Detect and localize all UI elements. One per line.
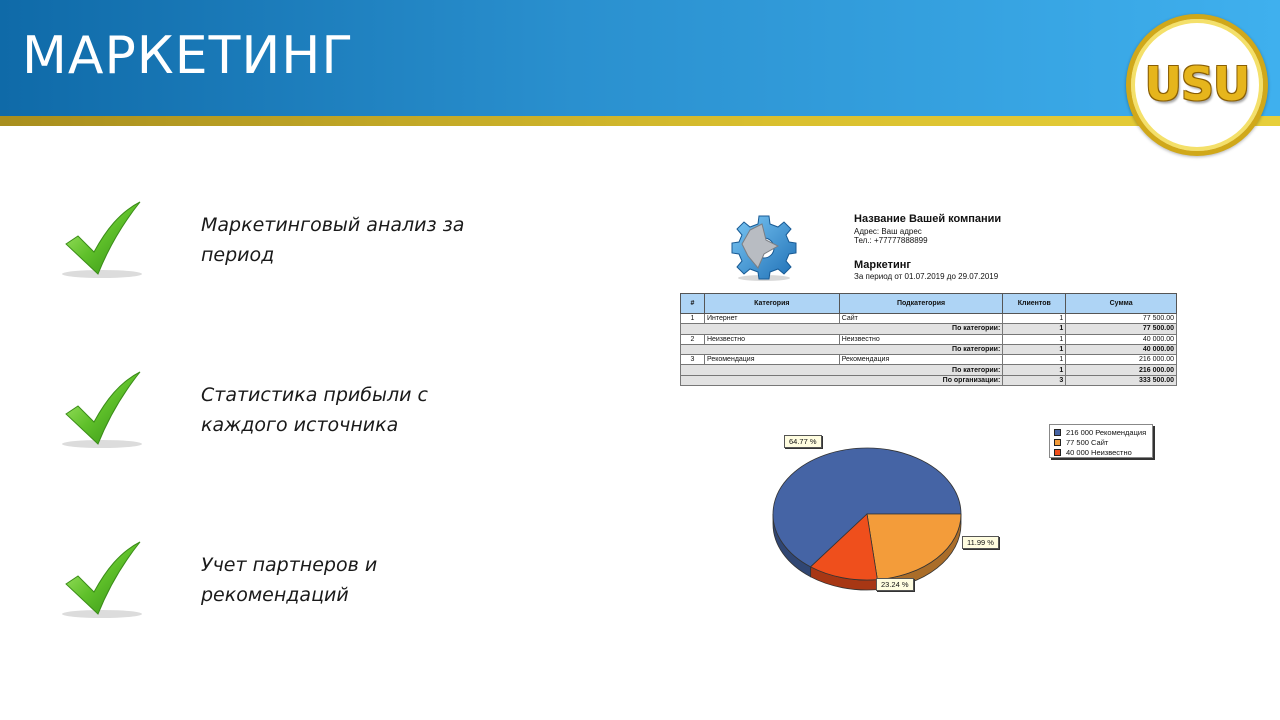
cell-org-total-label: По организации: xyxy=(681,375,1003,385)
legend-label: 216 000 Рекомендация xyxy=(1066,427,1147,437)
cell-category: Рекомендация xyxy=(704,355,839,365)
checkmark-icon xyxy=(58,540,148,620)
cell-sum: 40 000.00 xyxy=(1066,334,1177,344)
pie-slice-Сайт xyxy=(867,514,961,580)
legend-label: 40 000 Неизвестно xyxy=(1066,447,1132,457)
cell-total-clients: 1 xyxy=(1003,365,1066,375)
legend-item xyxy=(1054,437,1148,447)
cell-sum: 216 000.00 xyxy=(1066,355,1177,365)
cell-total-label: По категории: xyxy=(681,344,1003,354)
pie-label-site: 23.24 % xyxy=(876,578,914,591)
feature-text-1: Маркетинговый анализ за период xyxy=(201,214,465,266)
table-row xyxy=(681,334,1177,344)
cell-total-sum: 40 000.00 xyxy=(1066,344,1177,354)
cell-total-label: По категории: xyxy=(681,324,1003,334)
cell-num: 3 xyxy=(681,355,705,365)
cell-total-label: По категории: xyxy=(681,365,1003,375)
chart-legend xyxy=(1049,424,1153,458)
cell-clients: 1 xyxy=(1003,314,1066,324)
table-total-row xyxy=(681,324,1177,334)
header-gold-stripe xyxy=(0,116,1280,126)
legend-item xyxy=(1054,447,1148,457)
legend-swatch xyxy=(1054,439,1061,446)
feature-item-1 xyxy=(58,200,478,290)
column-header-sum: Сумма xyxy=(1066,294,1177,314)
report-period: За период от 01.07.2019 до 29.07.2019 xyxy=(854,272,999,281)
table-total-row xyxy=(681,365,1177,375)
cell-total-clients: 1 xyxy=(1003,324,1066,334)
legend-swatch xyxy=(1054,449,1061,456)
cell-category: Неизвестно xyxy=(704,334,839,344)
cell-clients: 1 xyxy=(1003,355,1066,365)
gear-icon xyxy=(728,210,800,282)
company-phone: Тел.: +77777888899 xyxy=(854,236,928,245)
column-header-num: # xyxy=(681,294,705,314)
feature-text-2: Статистика прибыли с каждого источника xyxy=(201,384,428,436)
table-total-row xyxy=(681,344,1177,354)
cell-category: Интернет xyxy=(704,314,839,324)
table-row xyxy=(681,355,1177,365)
cell-num: 2 xyxy=(681,334,705,344)
cell-total-sum: 77 500.00 xyxy=(1066,324,1177,334)
cell-total-sum: 216 000.00 xyxy=(1066,365,1177,375)
report-title: Маркетинг xyxy=(854,259,911,271)
company-name: Название Вашей компании xyxy=(854,213,1002,225)
cell-subcategory: Рекомендация xyxy=(839,355,1003,365)
slide-title: МАРКЕТИНГ xyxy=(22,26,355,86)
table-org-total-row xyxy=(681,375,1177,385)
usu-logo xyxy=(1126,14,1268,156)
feature-text-3: Учет партнеров и рекомендаций xyxy=(201,554,378,606)
pie-label-unknown: 11.99 % xyxy=(962,536,999,549)
cell-org-total-clients: 3 xyxy=(1003,375,1066,385)
cell-org-total-sum: 333 500.00 xyxy=(1066,375,1177,385)
legend-item xyxy=(1054,427,1148,437)
cell-clients: 1 xyxy=(1003,334,1066,344)
pie-chart xyxy=(680,420,1180,600)
cell-subcategory: Неизвестно xyxy=(839,334,1003,344)
feature-item-2 xyxy=(58,370,478,460)
feature-item-3 xyxy=(58,540,478,630)
column-header-clients: Клиентов xyxy=(1003,294,1066,314)
cell-num: 1 xyxy=(681,314,705,324)
cell-subcategory: Сайт xyxy=(839,314,1003,324)
checkmark-icon xyxy=(58,200,148,280)
report-table xyxy=(680,293,1177,386)
cell-sum: 77 500.00 xyxy=(1066,314,1177,324)
column-header-subcategory: Подкатегория xyxy=(839,294,1003,314)
checkmark-icon xyxy=(58,370,148,450)
legend-swatch xyxy=(1054,429,1061,436)
table-row xyxy=(681,314,1177,324)
table-header-row xyxy=(681,294,1177,314)
column-header-category: Категория xyxy=(704,294,839,314)
legend-label: 77 500 Сайт xyxy=(1066,437,1109,447)
company-address: Адрес: Ваш адрес xyxy=(854,227,922,236)
pie-label-recommendation: 64.77 % xyxy=(784,435,822,448)
cell-total-clients: 1 xyxy=(1003,344,1066,354)
usu-logo-text: USU xyxy=(1144,57,1250,111)
